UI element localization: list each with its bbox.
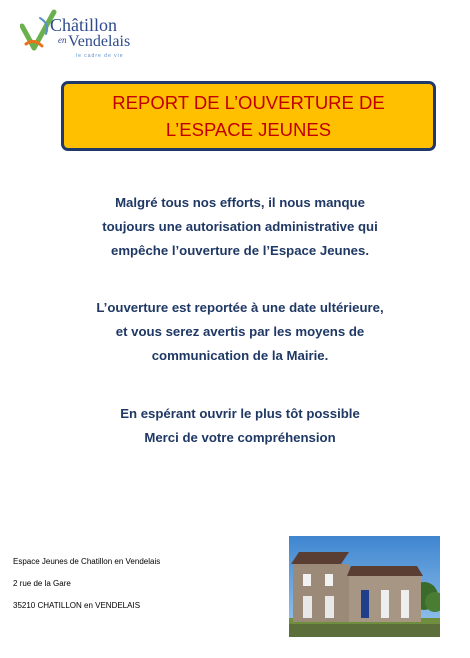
paragraph-line: toujours une autorisation administrative qui (102, 219, 378, 234)
paragraph-postponed (40, 296, 440, 368)
logo (20, 8, 140, 64)
logo-subname: Vendelais (68, 33, 131, 50)
paragraph-line: et vous serez avertis par les moyens de (115, 324, 365, 339)
paragraph-line: empêche l’ouverture de l’Espace Jeunes. (111, 243, 369, 258)
closing-line: En espérant ouvrir le plus tôt possible (120, 406, 360, 421)
paragraph-line: Malgré tous nos efforts, il nous manque (115, 195, 365, 210)
logo-tagline: le cadre de vie (76, 53, 124, 59)
address-line-city: 35210 CHATILLON en VENDELAIS (13, 601, 141, 610)
logo-name: Châtillon (50, 15, 117, 35)
address-block (13, 551, 160, 617)
address-line-org: Espace Jeunes de Chatillon en Vendelais (13, 557, 161, 566)
paragraph-line: L’ouverture est reportée à une date ultérieure, (96, 300, 384, 315)
paragraph-line: communication de la Mairie. (151, 348, 329, 363)
closing-message (40, 402, 440, 450)
address-line-street: 2 rue de la Gare (13, 579, 71, 588)
title-line-2: L’ESPACE JEUNES (165, 119, 332, 140)
logo-en: en (58, 35, 67, 45)
title-box (61, 81, 436, 151)
closing-line: Merci de votre compréhension (144, 430, 336, 445)
paragraph-delay-reason (40, 191, 440, 263)
building-photo (289, 536, 440, 637)
title-line-1: REPORT DE L’OUVERTURE DE (112, 92, 385, 113)
